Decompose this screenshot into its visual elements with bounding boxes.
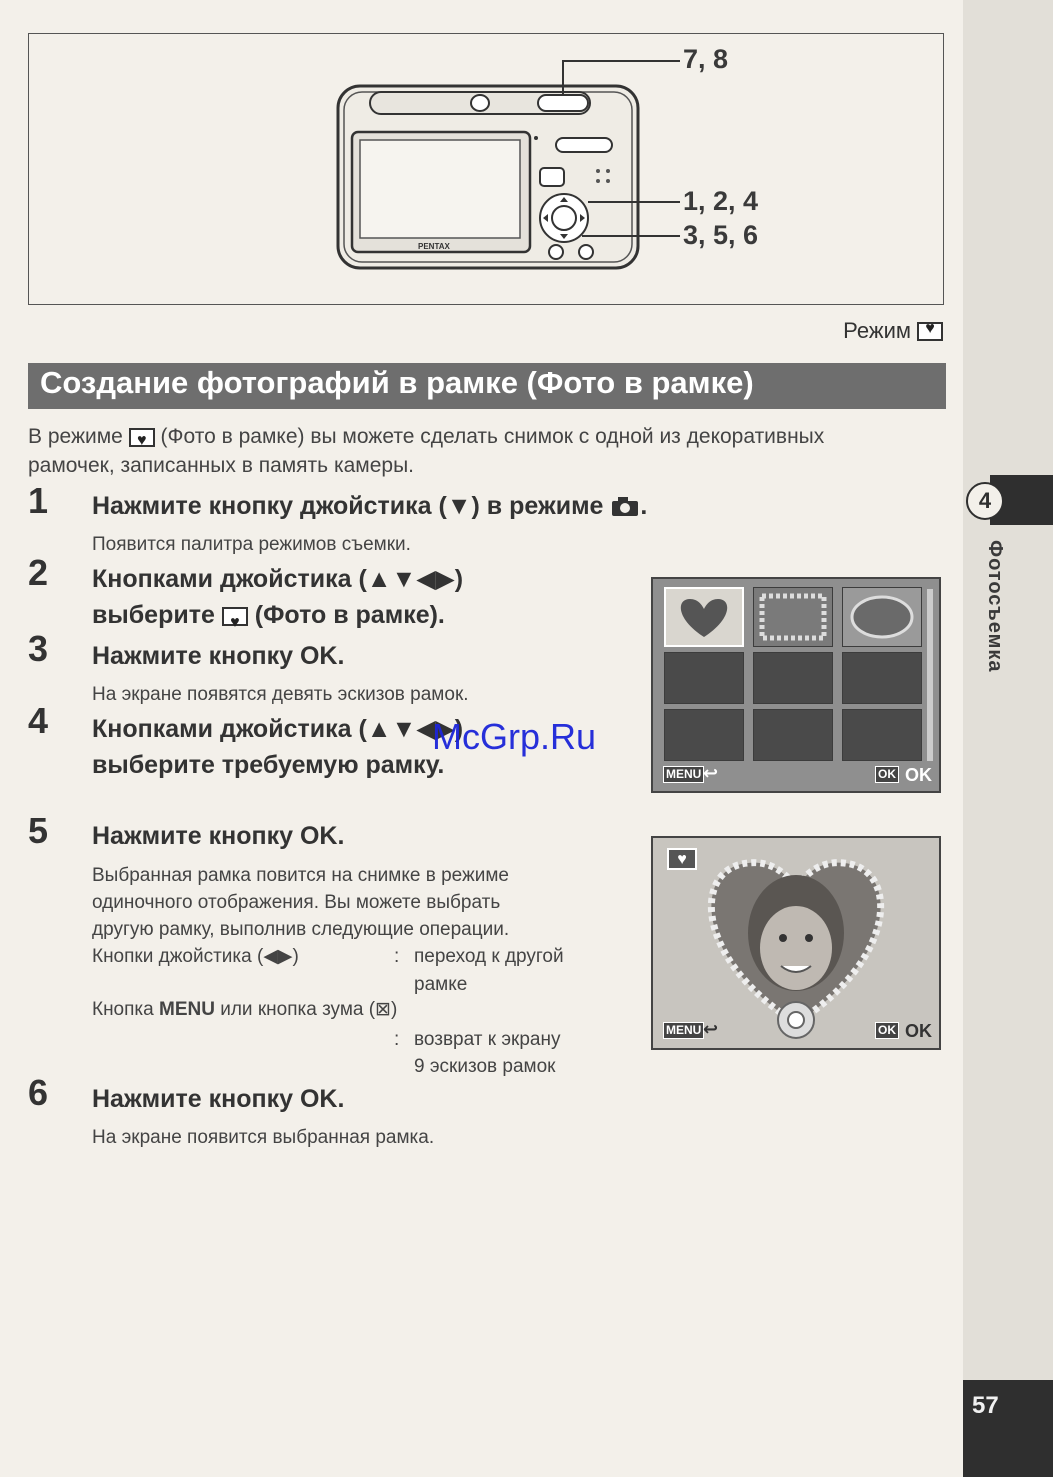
step-description-line: другую рамку, выполнив следующие операции. (92, 919, 510, 940)
step-description-line: Выбранная рамка повится на снимке в режиме (92, 865, 509, 886)
cloud-frame-icon (843, 588, 921, 646)
operation-key-menu: MENU (159, 999, 215, 1020)
step-number: 2 (28, 552, 49, 593)
back-icon: ↩ (703, 763, 719, 783)
step-heading-line (92, 597, 632, 633)
frame-thumb-empty[interactable] (842, 709, 922, 761)
frame-thumb-empty[interactable] (664, 652, 744, 704)
step-heading-text: (Фото в рамке). (254, 601, 445, 629)
mode-label (843, 318, 943, 344)
framed-photo-screen (651, 836, 941, 1050)
frame-thumb-empty[interactable] (753, 709, 833, 761)
operation-separator: : (394, 1029, 400, 1050)
frame-mode-icon (129, 428, 155, 447)
operation-key-text: Кнопка (92, 999, 154, 1020)
step-description: На экране появится выбранная рамка. (92, 1127, 435, 1148)
section-title: Создание фотографий в рамке (Фото в рамке) (28, 363, 946, 409)
step-heading-line: Кнопками джойстика (▲▼◀▶) (92, 715, 464, 743)
frame-thumb-cloud[interactable] (842, 587, 922, 647)
frame-thumb-heart[interactable] (664, 587, 744, 647)
page-number: 57 (972, 1392, 999, 1419)
menu-button-chip: MENU (663, 766, 704, 783)
frame-thumb-empty[interactable] (842, 652, 922, 704)
callout-joystick: 1, 2, 4 (683, 186, 759, 216)
operation-key: Кнопки джойстика (◀▶) (92, 946, 299, 967)
mode-label-text: Режим (843, 318, 911, 343)
step-heading: Нажмите кнопку OK. (92, 1085, 345, 1113)
side-tab-strip (963, 0, 1053, 1477)
operation-value: рамке (414, 974, 468, 995)
frame-selection-screen (651, 577, 941, 793)
operation-value: переход к другой (414, 946, 564, 967)
step-heading-end: . (640, 492, 648, 520)
frame-thumb-flowers[interactable] (753, 587, 833, 647)
step-heading-text: выберите (92, 601, 215, 629)
intro-part2: (Фото в рамке) вы можете сделать снимок с одной из декоративных рамочек, записанных в память камеры. (28, 425, 825, 477)
frame-mode-icon: ♥ (667, 848, 697, 870)
back-icon: ↩ (703, 1019, 719, 1039)
ok-label: OK (905, 765, 932, 785)
flower-frame-icon (754, 588, 832, 646)
frame-thumb-empty[interactable] (664, 709, 744, 761)
operation-key-text: или кнопка зума (⊠) (220, 999, 398, 1020)
camera-brand: PENTAX (418, 242, 450, 251)
step-description-line: одиночного отображения. Вы можете выбрать (92, 892, 501, 913)
step-heading-text: Нажмите кнопку джойстика (▼) в режиме (92, 492, 604, 520)
ok-button-chip: OK (875, 766, 899, 783)
step-number: 1 (28, 480, 49, 521)
step-number: 6 (28, 1072, 49, 1113)
menu-button-chip: MENU (663, 1022, 704, 1039)
ok-label: OK (905, 1021, 932, 1041)
intro-paragraph (28, 422, 888, 480)
step-number: 4 (28, 700, 49, 741)
step-heading-line: выберите требуемую рамку. (92, 751, 445, 779)
frame-thumb-empty[interactable] (753, 652, 833, 704)
step-number: 5 (28, 810, 49, 851)
operation-separator: : (394, 946, 400, 967)
chapter-name: Фотосъемка (984, 540, 1006, 673)
step-heading-line: Кнопками джойстика (▲▼◀▶) (92, 565, 464, 593)
operation-key (92, 996, 397, 1023)
chapter-number: 4 (966, 482, 1004, 520)
operation-value: 9 эскизов рамок (414, 1056, 556, 1077)
intro-part1: В режиме (28, 425, 123, 448)
callout-ok-button: 3, 5, 6 (683, 220, 759, 250)
step-heading: Нажмите кнопку OK. (92, 642, 345, 670)
step-heading (92, 488, 812, 524)
step-heading: Нажмите кнопку OK. (92, 822, 345, 850)
callout-shutter: 7, 8 (683, 44, 729, 74)
step-number: 3 (28, 628, 49, 669)
step-description: На экране появятся девять эскизов рамок. (92, 684, 469, 705)
step-description: Появится палитра режимов съемки. (92, 534, 411, 555)
scrollbar[interactable] (927, 589, 933, 761)
watermark: McGrp.Ru (432, 716, 597, 757)
frame-mode-icon (222, 607, 248, 626)
ok-button-chip: OK (875, 1022, 899, 1039)
operation-value: возврат к экрану (414, 1029, 561, 1050)
heart-icon (666, 589, 742, 645)
camera-mode-icon (610, 495, 640, 517)
step-heading (92, 561, 632, 633)
step-description (92, 862, 637, 943)
frame-mode-icon (917, 322, 943, 341)
